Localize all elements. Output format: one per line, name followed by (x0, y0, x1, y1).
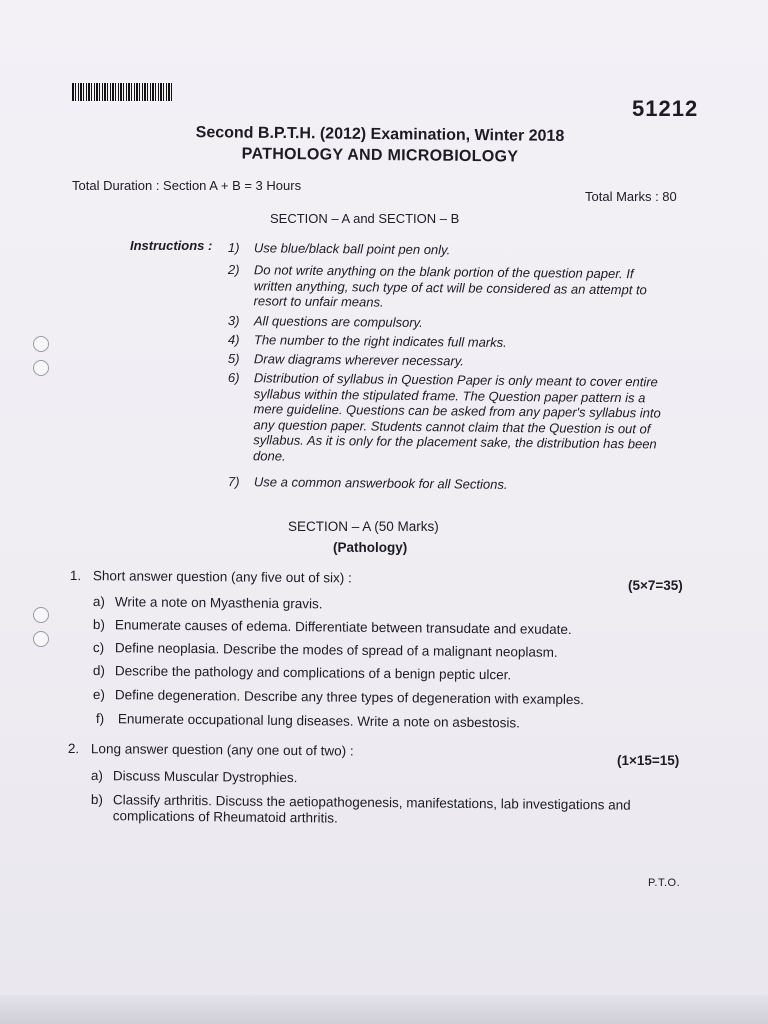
punch-hole-top-lower (33, 360, 49, 376)
instruction-number: 7) (227, 474, 240, 490)
question-2-marks: (1×15=15) (617, 753, 680, 768)
instruction-1 (228, 240, 668, 260)
instruction-number: 1) (227, 240, 240, 256)
part-text: Enumerate causes of edema. Differentiate between transudate and exudate. (114, 617, 572, 638)
section-a-title: SECTION – A (50 Marks) (288, 519, 439, 534)
instruction-7 (228, 474, 668, 494)
please-turn-over: P.T.O. (648, 877, 681, 889)
question-text: Long answer question (any one out of two) : (90, 741, 354, 759)
question-text: Short answer question (any five out of six) : (92, 568, 352, 586)
instruction-3 (228, 313, 668, 333)
scan-edge-shadow (0, 995, 768, 1024)
part-label: f) (95, 711, 105, 727)
q1-part-d (93, 663, 653, 685)
paper-code: 51212 (632, 96, 699, 121)
part-text: Define degeneration. Describe any three types of degeneration with examples. (114, 687, 585, 708)
instruction-number: 4) (227, 332, 240, 348)
instruction-2 (228, 262, 668, 313)
instruction-text: Use blue/black ball point pen only. (253, 240, 451, 258)
punch-hole-top (33, 336, 49, 352)
exam-title: Second B.P.T.H. (2012) Examination, Winter 2018 (195, 124, 565, 145)
instruction-number: 6) (227, 370, 240, 386)
instruction-5 (228, 351, 668, 371)
part-text: Describe the pathology and complications of a benign peptic ulcer. (114, 663, 512, 683)
q1-part-e (93, 687, 653, 709)
subject-title: PATHOLOGY AND MICROBIOLOGY (241, 145, 519, 166)
instruction-number: 2) (227, 262, 240, 278)
part-label: a) (92, 594, 106, 610)
part-label: c) (92, 640, 105, 656)
instruction-4 (228, 332, 668, 352)
part-text: Define neoplasia. Describe the modes of spread of a malignant neoplasm. (114, 640, 558, 660)
part-label: a) (90, 768, 104, 784)
part-text: Write a note on Myasthenia gravis. (114, 594, 323, 612)
instruction-text: Do not write anything on the blank portion of the question paper. If written anything, such type of act will be considered as an attempt to resort to unfair means. (253, 262, 647, 310)
part-text: Classify arthritis. Discuss the aetiopathogenesis, manifestations, lab investigations and complications of Rheumatoid arthritis. (112, 792, 631, 826)
total-duration: Total Duration : Section A + B = 3 Hours (72, 178, 302, 193)
question-2 (68, 741, 354, 758)
instruction-text: Use a common answerbook for all Sections. (253, 474, 508, 492)
q1-part-a (93, 594, 653, 616)
instruction-text: Distribution of syllabus in Question Paper is only meant to cover entire syllabus within the stipulated frame. The Question paper pattern is a mere guideline. Questions can be asked from any paper's syllabus into any question paper. Students cannot claim that the Question is out of syllabus. As it is only for the placement sake, the distribution has been done. (253, 370, 661, 464)
instruction-text: All questions are compulsory. (253, 313, 423, 331)
punch-hole-middle (33, 607, 49, 623)
question-1-marks: (5×7=35) (628, 578, 683, 593)
instruction-text: Draw diagrams wherever necessary. (253, 351, 464, 369)
question-number: 2. (67, 741, 80, 757)
punch-hole-middle-lower (33, 631, 49, 647)
part-text: Enumerate occupational lung diseases. Write a note on asbestosis. (117, 711, 520, 731)
q1-part-c (93, 640, 653, 662)
part-label: b) (92, 617, 106, 633)
part-label: b) (90, 792, 104, 808)
instruction-number: 3) (227, 313, 240, 329)
sections-heading: SECTION – A and SECTION – B (270, 211, 460, 226)
question-number: 1. (69, 568, 82, 584)
part-label: d) (92, 663, 106, 679)
question-1 (70, 568, 352, 585)
total-marks: Total Marks : 80 (585, 189, 677, 204)
q1-part-b (93, 617, 653, 639)
section-a-subtitle: (Pathology) (333, 540, 408, 555)
q2-part-b (91, 792, 651, 830)
q1-part-f (96, 711, 656, 733)
part-text: Discuss Muscular Dystrophies. (112, 768, 298, 786)
instruction-6 (227, 370, 668, 468)
instruction-text: The number to the right indicates full marks. (253, 332, 507, 350)
barcode (72, 83, 172, 101)
q2-part-a (91, 768, 651, 790)
instruction-number: 5) (227, 351, 240, 367)
instructions-label: Instructions : (130, 238, 213, 253)
part-label: e) (92, 687, 106, 703)
